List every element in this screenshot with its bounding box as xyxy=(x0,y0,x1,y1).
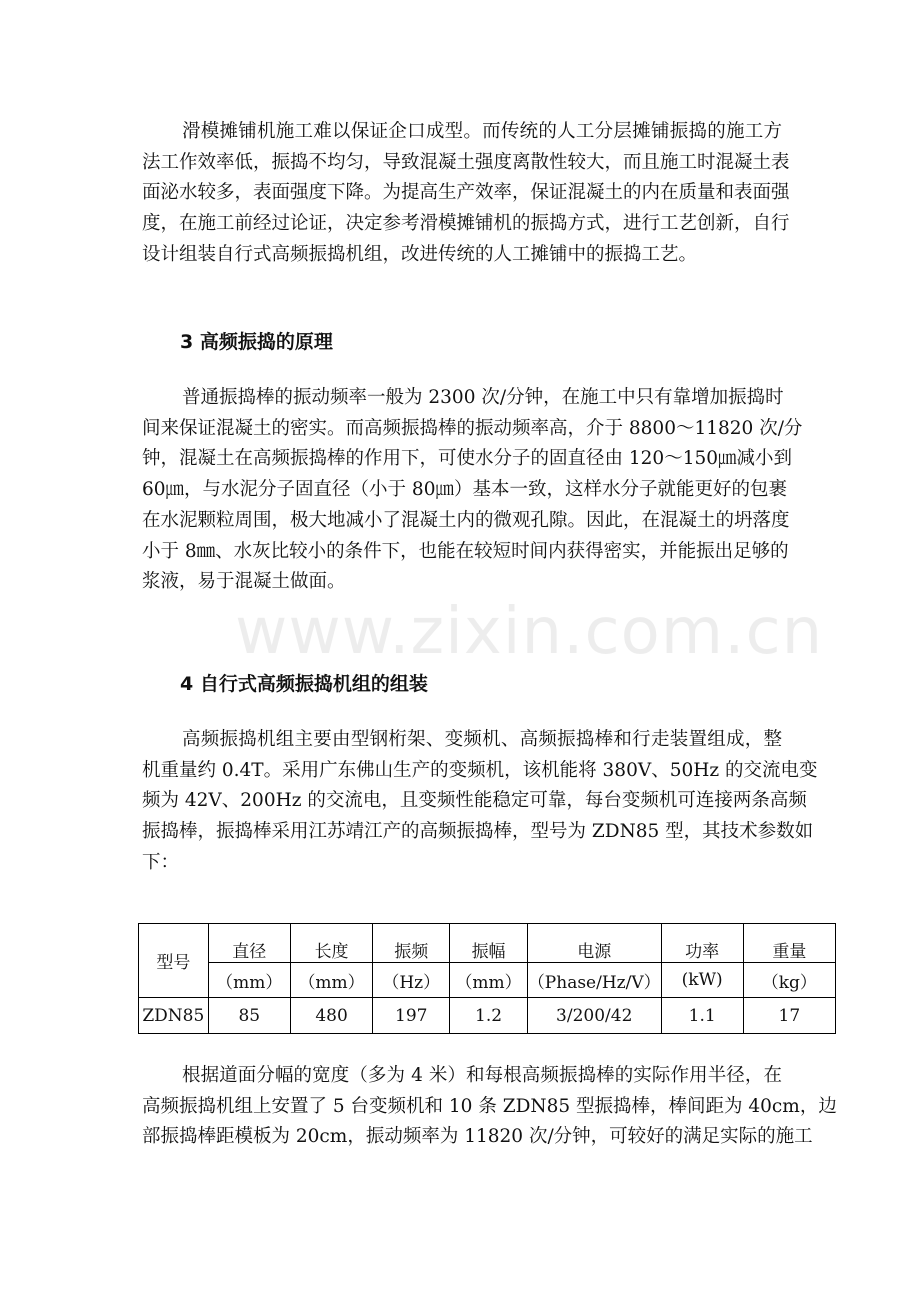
closing-paragraph xyxy=(142,1061,837,1153)
watermark: www.zixin.com.cn xyxy=(235,595,824,669)
text-line: 频为 42V、200Hz 的交流电，且变频性能稳定可靠，每台变频机可连接两条高频 xyxy=(142,790,807,812)
column-unit: (kW) xyxy=(661,963,743,998)
column-unit: （mm） xyxy=(290,963,372,998)
section-3-heading: 3 高频振捣的原理 xyxy=(180,331,333,353)
text-line: 60㎛，与水泥分子固直径（小于 80㎛）基本一致，这样水分子就能更好的包裹 xyxy=(142,479,787,501)
table-header-row xyxy=(139,924,836,963)
column-unit: （Hz） xyxy=(373,963,450,998)
text-line: 普通振捣棒的振动频率一般为 2300 次/分钟，在施工中只有靠增加振捣时 xyxy=(182,387,784,408)
column-header: 电源 xyxy=(527,924,661,963)
table-cell: 197 xyxy=(373,998,450,1034)
section-4-heading: 4 自行式高频振捣机组的组装 xyxy=(180,673,428,695)
text-line: 间来保证混凝土的密实。而高频振捣棒的振动频率高，介于 8800～11820 次/分 xyxy=(142,417,803,439)
column-header: 振频 xyxy=(373,924,450,963)
table-unit-row xyxy=(139,963,836,998)
column-header: 长度 xyxy=(290,924,372,963)
column-unit: （Phase/Hz/V） xyxy=(527,963,661,998)
text-line: 法工作效率低，振捣不均匀，导致混凝土强度离散性较大，而且施工时混凝土表 xyxy=(142,151,790,173)
text-line: 高频振捣机组主要由型钢桁架、变频机、高频振捣棒和行走装置组成，整 xyxy=(182,729,782,750)
model-cell: ZDN85 xyxy=(139,998,209,1034)
column-header: 振幅 xyxy=(450,924,528,963)
section-4-paragraph xyxy=(142,725,818,879)
text-line: 设计组装自行式高频振捣机组，改进传统的人工摊铺中的振捣工艺。 xyxy=(142,243,698,265)
text-line: 小于 8㎜、水灰比较小的条件下，也能在较短时间内获得密实，并能振出足够的 xyxy=(142,540,789,562)
text-line: 下： xyxy=(142,851,180,873)
table-cell: 480 xyxy=(290,998,372,1034)
table-cell: 3/200/42 xyxy=(527,998,661,1034)
table-cell: 85 xyxy=(208,998,290,1034)
column-unit: （mm） xyxy=(450,963,528,998)
text-line: 滑模摊铺机施工难以保证企口成型。而传统的人工分层摊铺振捣的施工方 xyxy=(182,121,782,142)
text-line: 振捣棒，振捣棒采用江苏靖江产的高频振捣棒，型号为 ZDN85 型，其技术参数如 xyxy=(142,821,814,843)
text-line: 浆液，易于混凝土做面。 xyxy=(142,571,346,593)
intro-paragraph xyxy=(142,117,790,271)
text-line: 钟，混凝土在高频振捣棒的作用下，可使水分子的固直径由 120～150㎛减小到 xyxy=(142,448,793,470)
section-3-paragraph xyxy=(142,383,803,598)
column-unit: （mm） xyxy=(208,963,290,998)
table-row xyxy=(139,998,836,1034)
text-line: 在水泥颗粒周围，极大地减小了混凝土内的微观孔隙。因此，在混凝土的坍落度 xyxy=(142,509,790,531)
table-cell: 1.2 xyxy=(450,998,528,1034)
model-header: 型号 xyxy=(139,924,209,998)
text-line: 面泌水较多，表面强度下降。为提高生产效率，保证混凝土的内在质量和表面强 xyxy=(142,182,790,204)
column-unit: （kg） xyxy=(743,963,835,998)
column-header: 功率 xyxy=(661,924,743,963)
text-line: 机重量约 0.4T。采用广东佛山生产的变频机，该机能将 380V、50Hz 的交流电变 xyxy=(142,759,818,781)
table-cell: 1.1 xyxy=(661,998,743,1034)
spec-table xyxy=(138,923,836,1034)
text-line: 根据道面分幅的宽度（多为 4 米）和每根高频振捣棒的实际作用半径，在 xyxy=(182,1065,782,1086)
text-line: 度，在施工前经过论证，决定参考滑模摊铺机的振捣方式，进行工艺创新，自行 xyxy=(142,213,790,235)
column-header: 直径 xyxy=(208,924,290,963)
text-line: 部振捣棒距模板为 20cm，振动频率为 11820 次/分钟，可较好的满足实际的施工 xyxy=(142,1126,813,1148)
table-cell: 17 xyxy=(743,998,835,1034)
text-line: 高频振捣机组上安置了 5 台变频机和 10 条 ZDN85 型振捣棒，棒间距为 40cm，边 xyxy=(142,1095,837,1117)
column-header: 重量 xyxy=(743,924,835,963)
